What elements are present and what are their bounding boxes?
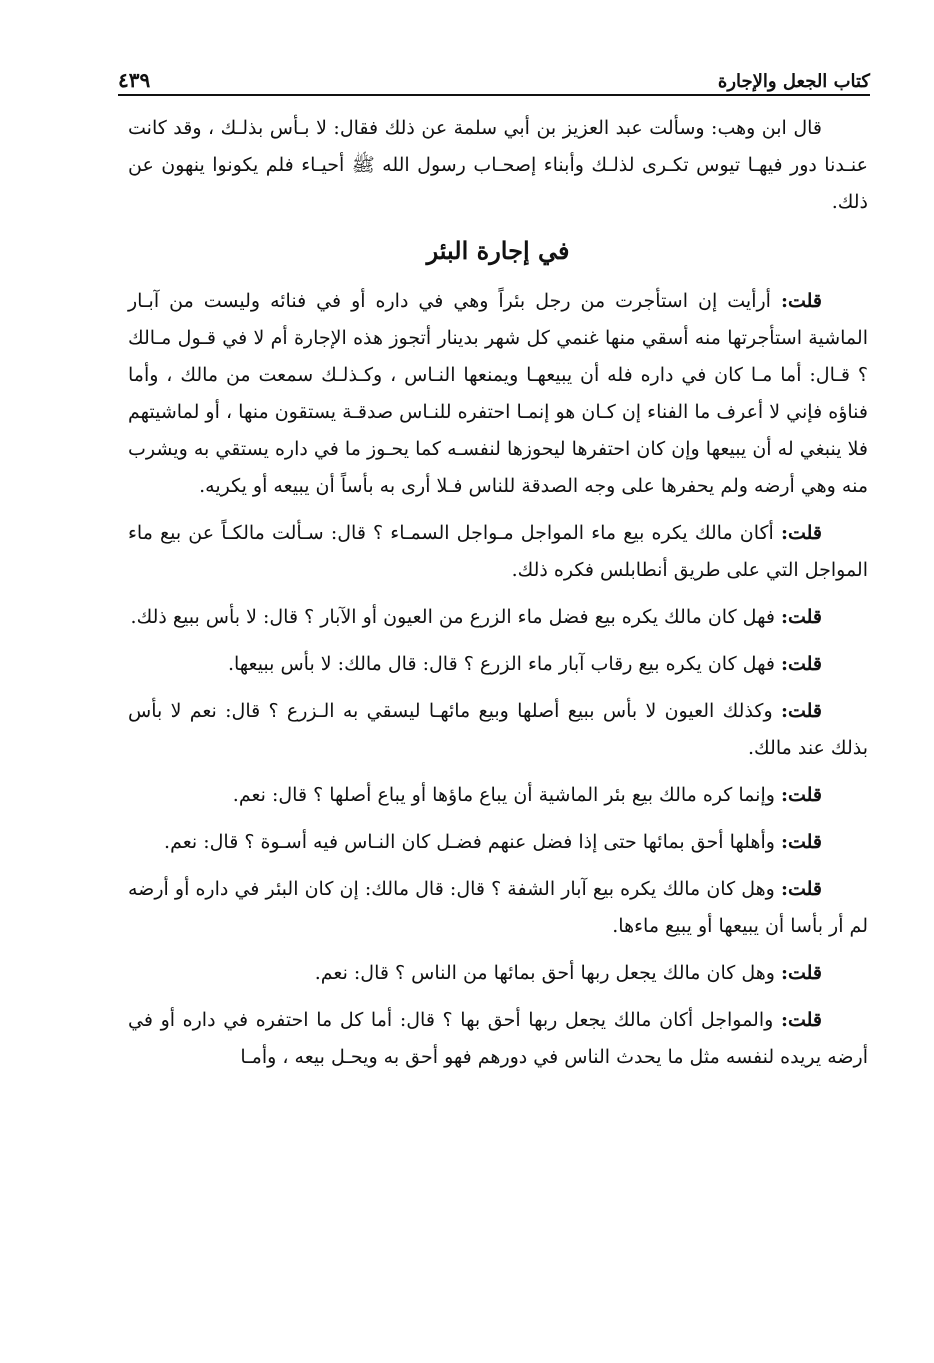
question-lead: قلت: — [780, 700, 822, 722]
question-lead: قلت: — [780, 878, 822, 900]
paragraph — [128, 824, 868, 861]
book-title: كتاب الجعل والإجارة — [717, 71, 870, 92]
body-text — [128, 110, 868, 1086]
question-lead: قلت: — [780, 784, 822, 806]
paragraph-text: وإنما كره مالك بيع بئر الماشية أن يباع ماؤها أو يباع أصلها ؟ قال: نعم. — [232, 784, 781, 806]
paragraph-text: والمواجل أكان مالك يجعل ربها أحق بها ؟ قال: أما كل ما احتفره في داره أو في أرضه يريده لنفسه مثل ما يحدث الناس في دورهم فهو أحق به ويحـل بيعه ، وأمـا — [128, 1009, 868, 1068]
paragraph — [128, 693, 868, 767]
paragraph — [128, 515, 868, 589]
paragraph-text: أرأيت إن استأجرت من رجل بئراً وهي في داره أو في فنائه وليست من آبـار الماشية استأجرتها منه أسقي منها غنمي كل شهر بدينار أتجوز هذه الإجارة أم لا في قـول مـالك ؟ قـال: أما مـا كان في داره فله أن يبيعهـا ويمنعها النـاس ، وكـذلـك سمعت من مالك ، وأما فناؤه فإني لا أعرف ما الفناء إن كـان هو إنمـا احتفره للنـاس صدقـة يستقون منها ، أو لماشيتهم فلا ينبغي له أن يبيعها وإن كان احتفرها ليحوزها لنفسـه كما يحـوز ما في داره يستقي به ويشرب منه وهي أرضه ولم يحفرها على وجه الصدقة للناس فـلا أرى به بأساً أن يبيعه أو يكريه. — [128, 290, 868, 497]
paragraph — [128, 283, 868, 505]
paragraph-text: فهل كان مالك يكره بيع فضل ماء الزرع من العيون أو الآبار ؟ قال: لا بأس ببيع ذلك. — [130, 606, 781, 628]
page-number: ٤٣٩ — [118, 68, 151, 92]
paragraph — [128, 1002, 868, 1076]
question-lead: قلت: — [780, 522, 822, 544]
paragraph-text: أكان مالك يكره بيع ماء المواجل مـواجل السمـاء ؟ قال: سـألت مالكـاً عن بيع ماء المواجل التي على طريق أنطابلس فكره ذلك. — [128, 522, 868, 581]
question-lead: قلت: — [780, 290, 822, 312]
question-lead: قلت: — [780, 831, 822, 853]
paragraph-text: فهل كان يكره بيع رقاب آبار ماء الزرع ؟ قال: قال مالك: لا بأس ببيعها. — [227, 653, 781, 675]
paragraph — [128, 955, 868, 992]
paragraph-text: وأهلها أحق بمائها حتى إذا فضل عنهم فضـل كان النـاس فيه أسـوة ؟ قال: نعم. — [164, 831, 781, 853]
paragraph-text: وهل كان مالك يجعل ربها أحق بمائها من الناس ؟ قال: نعم. — [314, 962, 781, 984]
page-header — [118, 52, 870, 92]
paragraph-text: وهل كان مالك يكره بيع آبار الشفة ؟ قال: قال مالك: إن كان البئر في داره أو أرضه لم أر بأسا أن يبيعها أو يبيع ماءها. — [128, 878, 868, 937]
paragraph — [128, 871, 868, 945]
paragraph — [128, 646, 868, 683]
question-lead: قلت: — [780, 962, 822, 984]
header-divider — [118, 94, 870, 96]
question-lead: قلت: — [780, 653, 822, 675]
question-lead: قلت: — [780, 606, 822, 628]
paragraph-text: وكذلك العيون لا بأس ببيع أصلها وبيع مائهـا ليسقي به الـزرع ؟ قال: نعم لا بأس بذلك عند مالك. — [128, 700, 868, 759]
paragraph — [128, 777, 868, 814]
paragraph — [128, 599, 868, 636]
question-lead: قلت: — [780, 1009, 822, 1031]
section-heading: في إجارة البئر — [426, 236, 570, 265]
intro-paragraph: قال ابن وهب: وسألت عبد العزيز بن أبي سلمة عن ذلك فقال: لا بـأس بذلـك ، وقد كانت عنـدنا دور فيهـا تيوس تكـرى لذلـك وأبناء إصحـاب رسول الله ﷺ أحيـاء فلم يكونوا ينهون عن ذلك. — [128, 117, 868, 213]
